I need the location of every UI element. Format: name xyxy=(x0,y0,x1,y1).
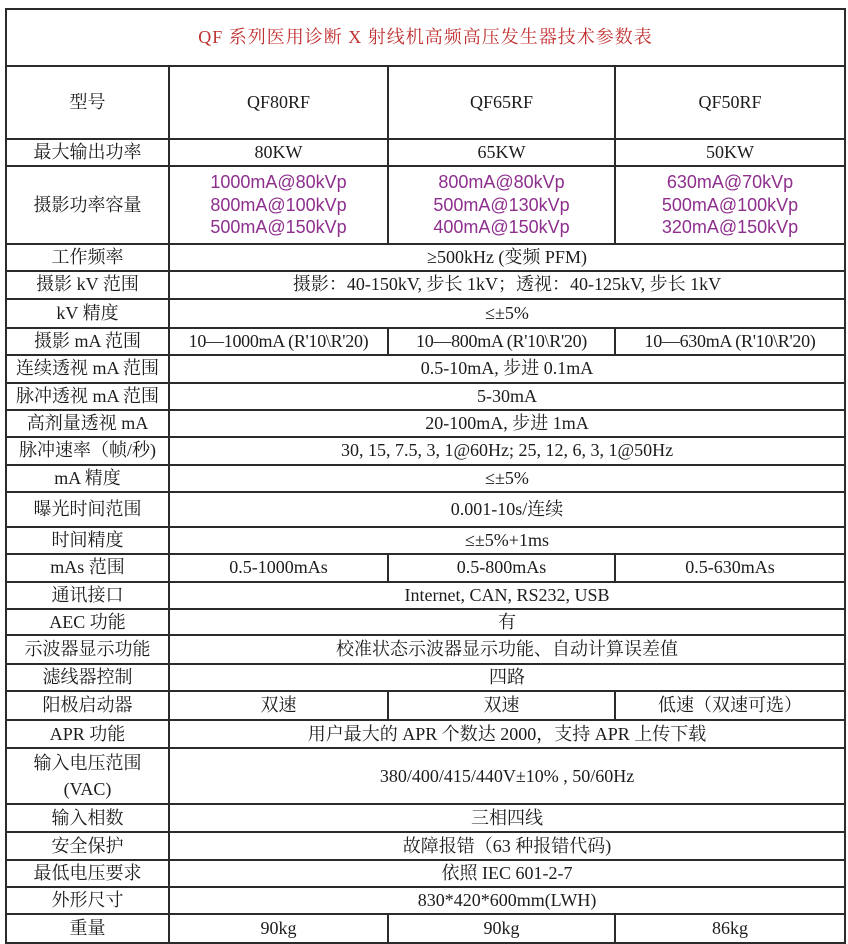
page-title: QF 系列医用诊断 X 射线机高频高压发生器技术参数表 xyxy=(6,9,845,66)
row-value: 65KW xyxy=(388,139,615,166)
row-value: 90kg xyxy=(388,914,615,943)
row-value: 380/400/415/440V±10% , 50/60Hz xyxy=(169,748,845,804)
row-time-accuracy xyxy=(6,527,845,554)
row-value: 50KW xyxy=(615,139,845,166)
row-input-phase xyxy=(6,804,845,832)
row-safety-protection xyxy=(6,832,845,860)
row-value: 90kg xyxy=(169,914,388,943)
row-label: 最大输出功率 xyxy=(6,139,169,166)
row-label: 安全保护 xyxy=(6,832,169,860)
row-value xyxy=(615,166,845,244)
spec-table xyxy=(5,8,846,944)
row-value: 10—1000mA (R'10\R'20) xyxy=(169,328,388,355)
row-max-output-power xyxy=(6,139,845,166)
power-line: 500mA@130kVp xyxy=(433,194,570,215)
row-label: 示波器显示功能 xyxy=(6,635,169,664)
row-label xyxy=(6,748,169,804)
row-value: 86kg xyxy=(615,914,845,943)
label-line: 输入电压范围 xyxy=(33,753,142,773)
row-value: 校准状态示波器显示功能、自动计算误差值 xyxy=(169,635,845,664)
row-label: 摄影 kV 范围 xyxy=(6,271,169,299)
row-label: 重量 xyxy=(6,914,169,943)
row-anode-starter xyxy=(6,691,845,720)
power-line: 630mA@70kVp xyxy=(666,172,794,193)
row-label: mAs 范围 xyxy=(6,554,169,582)
row-label: 最低电压要求 xyxy=(6,860,169,887)
row-pulsed-fluoro-ma xyxy=(6,383,845,410)
row-value: 用户最大的 APR 个数达 2000，支持 APR 上传下载 xyxy=(169,720,845,748)
row-label: 输入相数 xyxy=(6,804,169,832)
row-working-frequency xyxy=(6,244,845,271)
row-comm-interface xyxy=(6,582,845,609)
row-value: 四路 xyxy=(169,664,845,691)
row-label: 通讯接口 xyxy=(6,582,169,609)
row-label: 阳极启动器 xyxy=(6,691,169,720)
row-label: 曝光时间范围 xyxy=(6,492,169,527)
row-value: ≥500kHz (变频 PFM) xyxy=(169,244,845,271)
row-label: 滤线器控制 xyxy=(6,664,169,691)
power-line: 800mA@100kVp xyxy=(210,194,347,215)
row-value: 有 xyxy=(169,609,845,636)
row-value xyxy=(169,166,388,244)
row-label: 摄影功率容量 xyxy=(6,166,169,244)
power-line: 500mA@150kVp xyxy=(210,217,347,238)
row-label: 摄影 mA 范围 xyxy=(6,328,169,355)
row-min-voltage-requirement xyxy=(6,860,845,887)
row-label: 脉冲速率（帧/秒) xyxy=(6,437,169,465)
row-label: APR 功能 xyxy=(6,720,169,748)
row-label: AEC 功能 xyxy=(6,609,169,636)
row-value: 30, 15, 7.5, 3, 1@60Hz; 25, 12, 6, 3, 1@50Hz xyxy=(169,437,845,465)
row-value: 0.5-630mAs xyxy=(615,554,845,582)
row-weight xyxy=(6,914,845,943)
column-header-qf65rf: QF65RF xyxy=(388,66,615,139)
row-radiographic-power xyxy=(6,166,845,244)
row-mas-range xyxy=(6,554,845,582)
row-value: 三相四线 xyxy=(169,804,845,832)
row-value: 0.5-800mAs xyxy=(388,554,615,582)
row-value xyxy=(388,166,615,244)
header-row xyxy=(6,66,845,139)
row-label: 脉冲透视 mA 范围 xyxy=(6,383,169,410)
row-continuous-fluoro-ma xyxy=(6,355,845,383)
row-input-voltage xyxy=(6,748,845,804)
row-value: Internet, CAN, RS232, USB xyxy=(169,582,845,609)
row-exposure-time-range xyxy=(6,492,845,527)
row-value: 依照 IEC 601-2-7 xyxy=(169,860,845,887)
power-line: 800mA@80kVp xyxy=(438,172,565,193)
row-label: 高剂量透视 mA xyxy=(6,410,169,437)
row-apr xyxy=(6,720,845,748)
column-header-qf80rf: QF80RF xyxy=(169,66,388,139)
power-line: 320mA@150kVp xyxy=(661,217,799,238)
row-kv-range xyxy=(6,271,845,299)
column-header-qf50rf: QF50RF xyxy=(615,66,845,139)
row-value: 10—630mA (R'10\R'20) xyxy=(615,328,845,355)
row-pulse-rate xyxy=(6,437,845,465)
row-value: 低速（双速可选） xyxy=(615,691,845,720)
row-label: 外形尺寸 xyxy=(6,887,169,914)
title-row xyxy=(6,9,845,66)
row-value: 830*420*600mm(LWH) xyxy=(169,887,845,914)
row-label: 时间精度 xyxy=(6,527,169,554)
row-value: 5-30mA xyxy=(169,383,845,410)
row-oscilloscope-display xyxy=(6,635,845,664)
row-value: ≤±5%+1ms xyxy=(169,527,845,554)
row-label: kV 精度 xyxy=(6,299,169,328)
row-value: 0.001-10s/连续 xyxy=(169,492,845,527)
row-value: 10—800mA (R'10\R'20) xyxy=(388,328,615,355)
row-label: 连续透视 mA 范围 xyxy=(6,355,169,383)
row-value: 双速 xyxy=(169,691,388,720)
row-value: 双速 xyxy=(388,691,615,720)
row-value: 0.5-1000mAs xyxy=(169,554,388,582)
label-line: (VAC) xyxy=(63,779,112,799)
power-line: 400mA@150kVp xyxy=(433,217,570,238)
row-value: 0.5-10mA, 步进 0.1mA xyxy=(169,355,845,383)
power-line: 500mA@100kVp xyxy=(661,194,799,215)
row-value: ≤±5% xyxy=(169,299,845,328)
row-value: 20-100mA, 步进 1mA xyxy=(169,410,845,437)
row-ma-accuracy xyxy=(6,465,845,492)
row-kv-accuracy xyxy=(6,299,845,328)
row-dimensions xyxy=(6,887,845,914)
row-high-dose-fluoro-ma xyxy=(6,410,845,437)
row-label: 工作频率 xyxy=(6,244,169,271)
power-line: 1000mA@80kVp xyxy=(210,172,347,193)
row-value: ≤±5% xyxy=(169,465,845,492)
row-aec xyxy=(6,609,845,636)
row-value: 故障报错（63 种报错代码) xyxy=(169,832,845,860)
row-value: 摄影：40-150kV, 步长 1kV；透视：40-125kV, 步长 1kV xyxy=(169,271,845,299)
row-value: 80KW xyxy=(169,139,388,166)
row-ma-range xyxy=(6,328,845,355)
column-header-model: 型号 xyxy=(6,66,169,139)
row-grid-control xyxy=(6,664,845,691)
row-label: mA 精度 xyxy=(6,465,169,492)
